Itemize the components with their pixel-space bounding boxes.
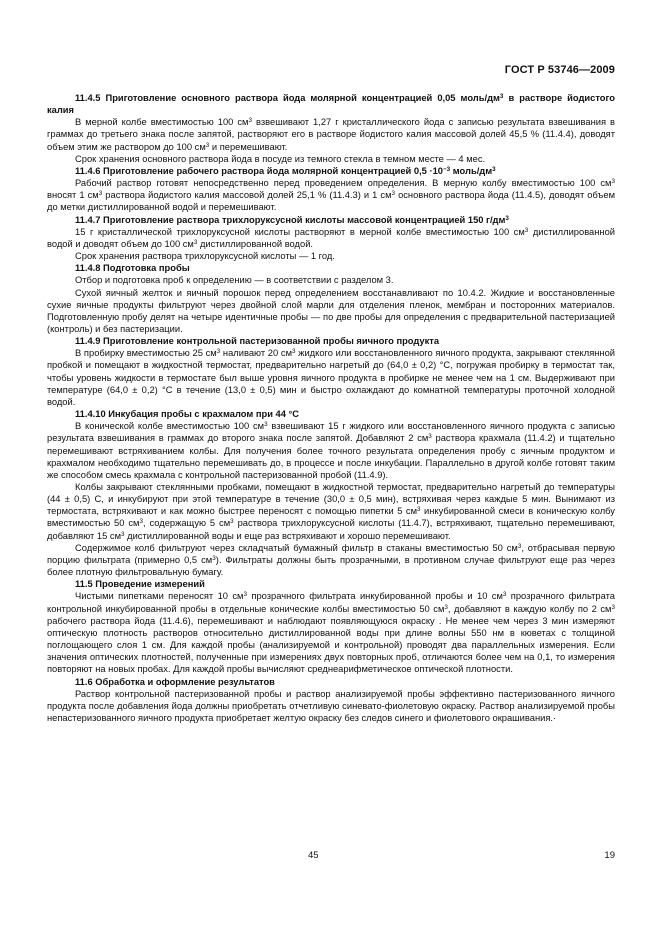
document-body bbox=[47, 92, 615, 724]
paragraph: Отбор и подготовка проб к определению — в соответствии с разделом 3. bbox=[75, 275, 394, 286]
page-number-right: 19 bbox=[604, 850, 615, 861]
page-number-center: 45 bbox=[308, 850, 319, 861]
paragraph: Рабочий раствор готовят непосредственно перед проведением определения. В мерную колбу вместимостью 100 $см^3$ вносят 1 $см^3$ раствора йодистого калия массовой долей 25,1 % (11.4.3) и 1 $см^3$ основного раствора йода (11.4.5), доводят объем до метки дистиллированной водой и перемешивают. bbox=[47, 178, 615, 213]
heading-11-4-6: 11.4.6 Приготовление рабочего раствора йода молярной концентрацией $0,5 \cdot 10^{-3}$ моль/$дм^3$ bbox=[75, 165, 496, 176]
heading-11-6: 11.6 Обработка и оформление результатов bbox=[75, 676, 275, 687]
document-number: ГОСТ Р 53746—2009 bbox=[504, 64, 615, 76]
paragraph: Раствор контрольной пастеризованной пробы и раствор анализируемой пробы эффективно пастеризованного яичного продукта после добавления йода должны приобретать отчетливую синевато-фиолетовую окраску. Раствор анализируемой пробы непастеризованного яичного продукта приобретает желтую окраску без следов синего и фиолетового окрашивания.· bbox=[47, 688, 615, 723]
heading-11-4-5: 11.4.5 Приготовление основного раствора йода молярной концентрацией 0,05 моль/$дм^3$ в растворе йодистого калия bbox=[47, 93, 615, 116]
paragraph: Чистыми пипетками переносят 10 $см^3$ прозрачного фильтрата инкубированной пробы и 10 $см^3$ прозрачного фильтрата контрольной инкубированной пробы в отдельные конические колбы вместимостью 50 $см^3$, добавляют в каждую колбу по 2 $см^3$ рабочего раствора йода (11.4.6), перемешивают и наблюдают появляющуюся окраску . Не менее чем через 3 мин измеряют оптическую плотность растворов относительно дистиллированной воды при длине волны 550 нм в кюветах с толщиной поглощающего слоя 1 см. Для каждой пробы (анализируемой и контрольной) проводят два параллельных измерения. Если значения оптических плотностей, полученные при измерениях двух повторных проб, отличаются более чем на 0,1, то измерения повторяют на новых пробах. Для каждой пробы вычисляют среднеарифметическое оптической плотности. bbox=[47, 591, 615, 675]
paragraph: В пробирку вместимостью 25 $см^3$ наливают 20 $см^3$ жидкого или восстановленного яичного продукта, закрывают стеклянной пробкой и помещают в жидкостной термостат, предварительно нагретый до (64,0 ± 0,2) °С, погружая пробирку в термостат так, чтобы уровень жидкости в термостате был выше уровня яичного продукта в пробирке не менее чем на 1 см. Выдерживают при температуре (64,0 ± 0,2) °С в течение (13,0 ± 0,5) мин и быстро охлаждают до комнатной температуры проточной холодной водой. bbox=[47, 348, 615, 407]
heading-11-4-7: 11.4.7 Приготовление раствора трихлоруксусной кислоты массовой концентрацией 150 $г/дм^3$ bbox=[75, 214, 509, 225]
paragraph: Колбы закрывают стеклянными пробками, помещают в жидкостной термостат, предварительно нагретый до температуры (44 ± 0,5) С, и инкубируют при этой температуре в течение (30,0 ± 0,5 мин), встряхивая через каждые 5 мин. Вынимают из термостата, встряхивают и как можно быстрее переносят с помощью пипетки 5 $см^3$ инкубированной смеси в коническую колбу вместимостью 50 $см^3$, содержащую 5 $см^3$ раствора трихлоруксусной кислоты (11.4.7), встряхивают, тщательно перемешивают, добавляют 15 $см^3$ дистиллированной воды и еще раз встряхивают и хорошо перемешивают. bbox=[47, 482, 615, 541]
paragraph: В мерной колбе вместимостью 100 $см^3$ взвешивают 1,27 г кристаллического йода с записью результата взвешивания в граммах до третьего знака после запятой, растворяют его в растворе йодистого калия массовой долей 45,5 % (11.4.4), доводят объем этим же раствором до 100 $см^3$ и перемешивают. bbox=[47, 117, 615, 152]
heading-11-4-8: 11.4.8 Подготовка пробы bbox=[75, 263, 190, 274]
paragraph: Сухой яичный желток и яичный порошок перед определением восстанавливают по 10.4.2. Жидкие и восстановленные сухие яичные продукты фильтруют через двойной слой марли для отделения пленок, мембран и посторонних материалов. Подготовленную пробу делят на четыре идентичные пробы — по две пробы для определения с предварительной пастеризацией (контроль) и без пастеризации. bbox=[47, 287, 615, 334]
paragraph: Срок хранения раствора трихлоруксусной кислоты — 1 год. bbox=[75, 251, 335, 262]
heading-11-4-10: 11.4.10 Инкубация пробы с крахмалом при 44 °С bbox=[75, 409, 300, 420]
heading-11-5: 11.5 Проведение измерений bbox=[75, 579, 205, 590]
paragraph: Содержимое колб фильтруют через складчатый бумажный фильтр в стаканы вместимостью 50 $см^3$, отбрасывая первую порцию фильтрата (примерно 0,5 $см^3$). Фильтраты должны быть прозрачными, в противном случае фильтруют еще раз через более плотную фильтровальную бумагу. bbox=[47, 542, 615, 578]
paragraph: Срок хранения основного раствора йода в посуде из темного стекла в темном месте — 4 мес. bbox=[75, 153, 486, 164]
paragraph: В конической колбе вместимостью 100 $см^3$ взвешивают 15 г жидкого или восстановленного яичного продукта с записью результата взвешивания в граммах до второго знака после запятой. Добавляют 2 $см^3$ раствора крахмала (11.4.2) и тщательно перемешивают встряхиванием колбы. Для получения более точного результата определения пробу с яичным продуктом и крахмалом необходимо тщательно перемешивать до, в процессе и после инкубации. Параллельно в другой колбе готовят таким же способом смесь крахмала с контрольной пастеризованной пробой (11.4.9). bbox=[47, 421, 615, 480]
paragraph: 15 г кристаллической трихлоруксусной кислоты растворяют в мерной колбе вместимостью 100 $см^3$ дистиллированной водой и доводят объем до 100 $см^3$ дистиллированной водой. bbox=[47, 226, 615, 249]
heading-11-4-9: 11.4.9 Приготовление контрольной пастеризованной пробы яичного продукта bbox=[75, 336, 440, 347]
